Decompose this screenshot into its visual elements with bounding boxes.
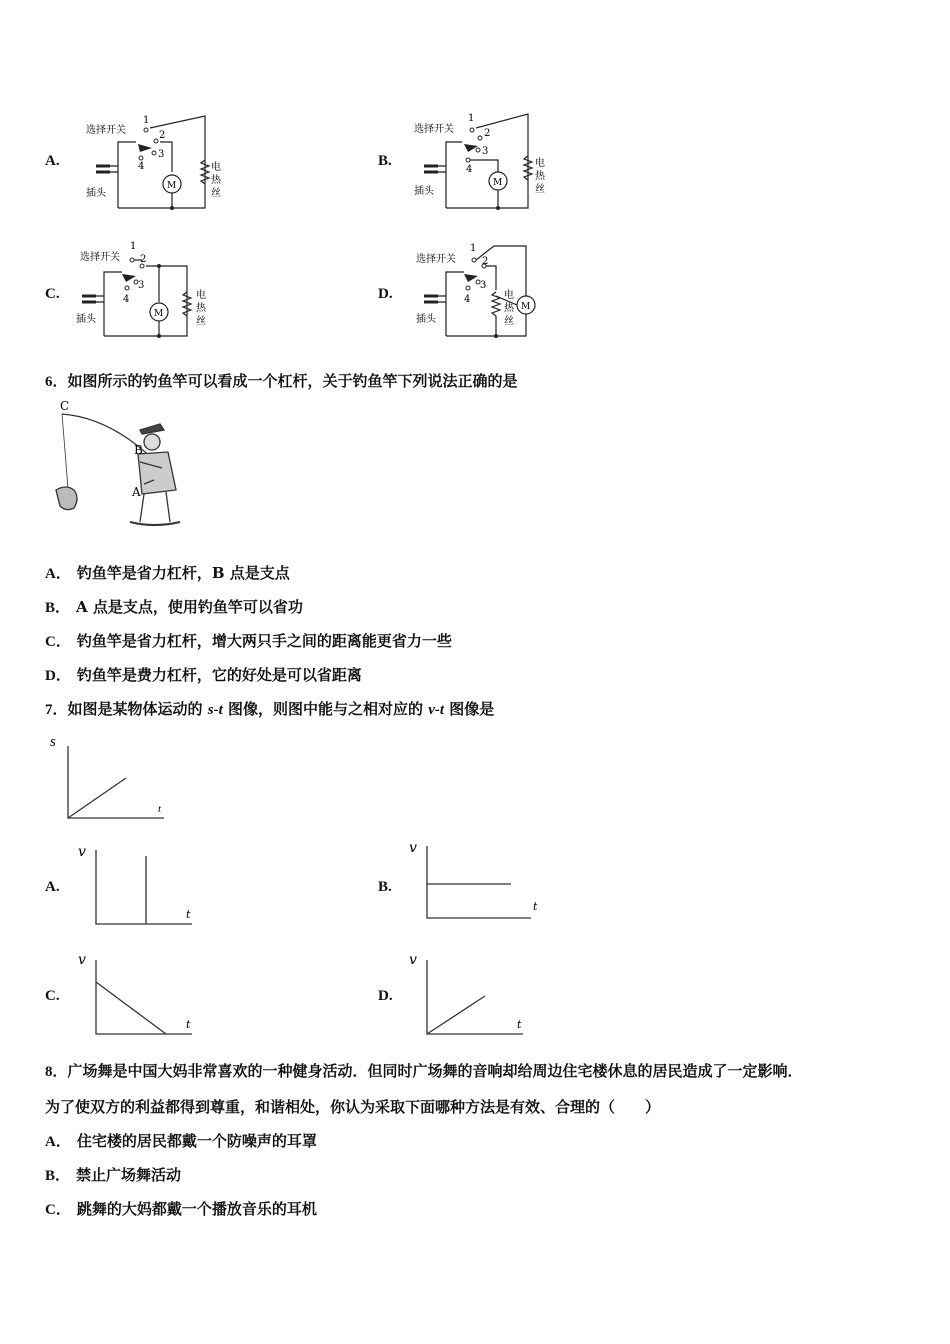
point-b-label: B (134, 443, 143, 457)
contact-2-label: 2 (159, 130, 166, 141)
plug-label: 插头 (86, 188, 106, 199)
svg-text:选择开关: 选择开关 (80, 252, 120, 263)
svg-text:1: 1 (130, 241, 137, 252)
contact-3-label: 3 (158, 149, 165, 160)
q5-option-a-label: A. (45, 153, 60, 169)
q7-option-a-label: A. (45, 879, 60, 895)
svg-text:2: 2 (484, 128, 491, 139)
svg-text:v: v (78, 844, 86, 860)
svg-text:2: 2 (140, 254, 147, 265)
svg-text:v: v (409, 952, 417, 968)
q8-stem-line1: 8．广场舞是中国大妈非常喜欢的一种健身活动．但同时广场舞的音响却给周边住宅楼休息的居民造成了一定影响． (45, 1062, 803, 1080)
contact-1-label: 1 (143, 115, 150, 126)
q8-stem-line2: 为了使双方的利益都得到尊重，和谐相处，你认为采取下面哪种方法是有效、合理的（ ） (45, 1098, 661, 1116)
svg-text:M: M (493, 178, 503, 188)
svg-text:t: t (533, 900, 538, 913)
svg-text:2: 2 (482, 256, 489, 267)
svg-text:3: 3 (480, 280, 487, 291)
svg-text:丝: 丝 (196, 316, 206, 327)
svg-text:v: v (78, 952, 86, 968)
heater-label-2: 热 (211, 175, 221, 186)
svg-text:丝: 丝 (535, 184, 545, 195)
q7-stem: 7．如图是某物体运动的 s-t 图像，则图中能与之相对应的 v-t 图像是 (45, 700, 495, 718)
circuit-diagram-d (410, 236, 575, 344)
motor-label: M (167, 181, 177, 191)
svg-text:3: 3 (482, 146, 489, 157)
svg-text:热: 热 (504, 303, 514, 314)
st-y-axis-label: s (50, 734, 56, 750)
circuit-diagram-b (408, 108, 568, 218)
svg-text:选择开关: 选择开关 (414, 124, 454, 135)
q6-answer-a[interactable]: A． 钓鱼竿是省力杠杆，B 点是支点 (45, 564, 290, 582)
q6-answer-c[interactable]: C． 钓鱼竿是省力杠杆，增大两只手之间的距离能更省力一些 (45, 632, 452, 650)
vt-graph-d (405, 948, 535, 1048)
heater-label-3: 丝 (211, 188, 221, 199)
svg-text:t: t (186, 908, 191, 921)
svg-text:v: v (409, 840, 417, 856)
q6-number: 6． (45, 374, 68, 390)
q8-answer-c[interactable]: C． 跳舞的大妈都戴一个播放音乐的耳机 (45, 1200, 317, 1218)
q8-answer-b[interactable]: B． 禁止广场舞活动 (45, 1166, 182, 1184)
q6-answer-d[interactable]: D． 钓鱼竿是费力杠杆，它的好处是可以省距离 (45, 666, 362, 684)
st-x-axis-label: t (158, 803, 162, 815)
svg-text:电: 电 (504, 290, 514, 301)
svg-text:M: M (154, 309, 164, 319)
q7-option-d-label: D. (378, 988, 393, 1004)
svg-text:4: 4 (464, 294, 471, 305)
contact-4-label: 4 (138, 161, 145, 172)
heater-label-1: 电 (211, 162, 221, 173)
svg-text:1: 1 (468, 113, 475, 124)
point-a-label: A (132, 485, 141, 499)
q6-stem (45, 370, 518, 391)
st-graph (44, 728, 174, 828)
q8-answer-a[interactable]: A． 住宅楼的居民都戴一个防噪声的耳罩 (45, 1132, 317, 1150)
svg-text:t: t (517, 1018, 522, 1031)
q5-option-c-label: C. (45, 286, 60, 302)
switch-label: 选择开关 (86, 125, 126, 136)
svg-text:丝: 丝 (504, 316, 514, 327)
svg-text:电: 电 (535, 158, 545, 169)
fishing-rod-figure (44, 398, 194, 533)
circuit-diagram-c (72, 236, 237, 344)
point-c-label: C (60, 399, 70, 413)
q6-answer-b[interactable]: B． A 点是支点，使用钓鱼竿可以省功 (45, 598, 303, 616)
svg-text:插头: 插头 (416, 314, 436, 325)
q7-option-c-label: C. (45, 988, 60, 1004)
vt-graph-b (405, 834, 545, 934)
circuit-diagram-a (80, 108, 240, 218)
vt-graph-a (74, 838, 204, 938)
svg-text:电: 电 (196, 290, 206, 301)
svg-text:1: 1 (470, 243, 477, 254)
q5-option-b-label: B. (378, 153, 392, 169)
q6-text: 如图所示的钓鱼竿可以看成一个杠杆，关于钓鱼竿下列说法正确的是 (67, 372, 518, 390)
svg-text:热: 热 (535, 171, 545, 182)
svg-text:M: M (521, 302, 531, 312)
svg-text:选择开关: 选择开关 (416, 254, 456, 265)
q5-option-d-label: D. (378, 286, 393, 302)
svg-text:t: t (186, 1018, 191, 1031)
svg-text:4: 4 (123, 294, 130, 305)
svg-text:插头: 插头 (414, 186, 434, 197)
svg-text:4: 4 (466, 164, 473, 175)
q7-option-b-label: B. (378, 879, 392, 895)
vt-graph-c (74, 948, 204, 1048)
svg-text:3: 3 (138, 280, 145, 291)
svg-text:热: 热 (196, 303, 206, 314)
svg-text:插头: 插头 (76, 314, 96, 325)
